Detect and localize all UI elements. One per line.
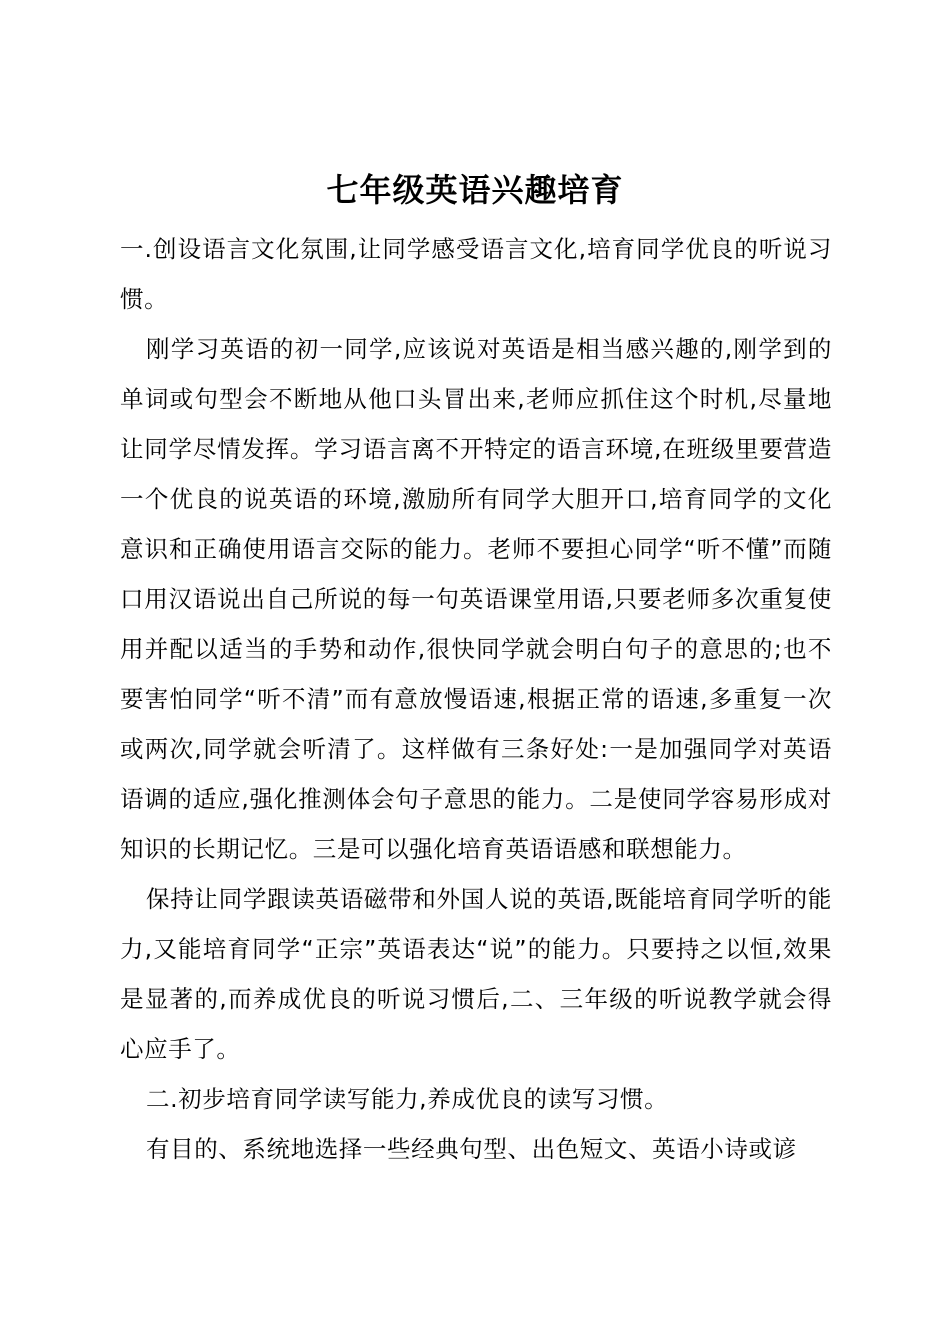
section-heading-1: 一.创设语言文化氛围,让同学感受语言文化,培育同学优良的听说习惯。 [120,235,832,313]
body-paragraph-1: 刚学习英语的初一同学,应该说对英语是相当感兴趣的,刚学到的单词或句型会不断地从他口头冒出来,老师应抓住这个时机,尽量地让同学尽情发挥。学习语言离不开特定的语言环境,在班级里要营造一个优良的说英语的环境,激励所有同学大胆开口,培育同学的文化意识和正确使用语言交际的能力。老师不要担心同学“听不懂”而随口用汉语说出自己所说的每一句英语课堂用语,只要老师多次重复使用并配以适当的手势和动作,很快同学就会明白句子的意思的;也不要害怕同学“听不清”而有意放慢语速,根据正常的语速,多重复一次或两次,同学就会听清了。这样做有三条好处:一是加强同学对英语语调的适应,强化推测体会句子意思的能力。二是使同学容易形成对知识的长期记忆。三是可以强化培育英语语感和联想能力。 [120,335,833,863]
section-heading-2: 二.初步培育同学读写能力,养成优良的读写习惯。 [146,1085,669,1113]
document-body [120,224,832,1174]
body-paragraph-3: 有目的、系统地选择一些经典句型、出色短文、英语小诗或谚 [146,1135,797,1163]
document-title: 七年级英语兴趣培育 [326,171,624,210]
body-paragraph-2: 保持让同学跟读英语磁带和外国人说的英语,既能培育同学听的能力,又能培育同学“正宗”英语表达“说”的能力。只要持之以恒,效果是显著的,而养成优良的听说习惯后,二、三年级的听说教学就会得心应手了。 [120,885,832,1063]
